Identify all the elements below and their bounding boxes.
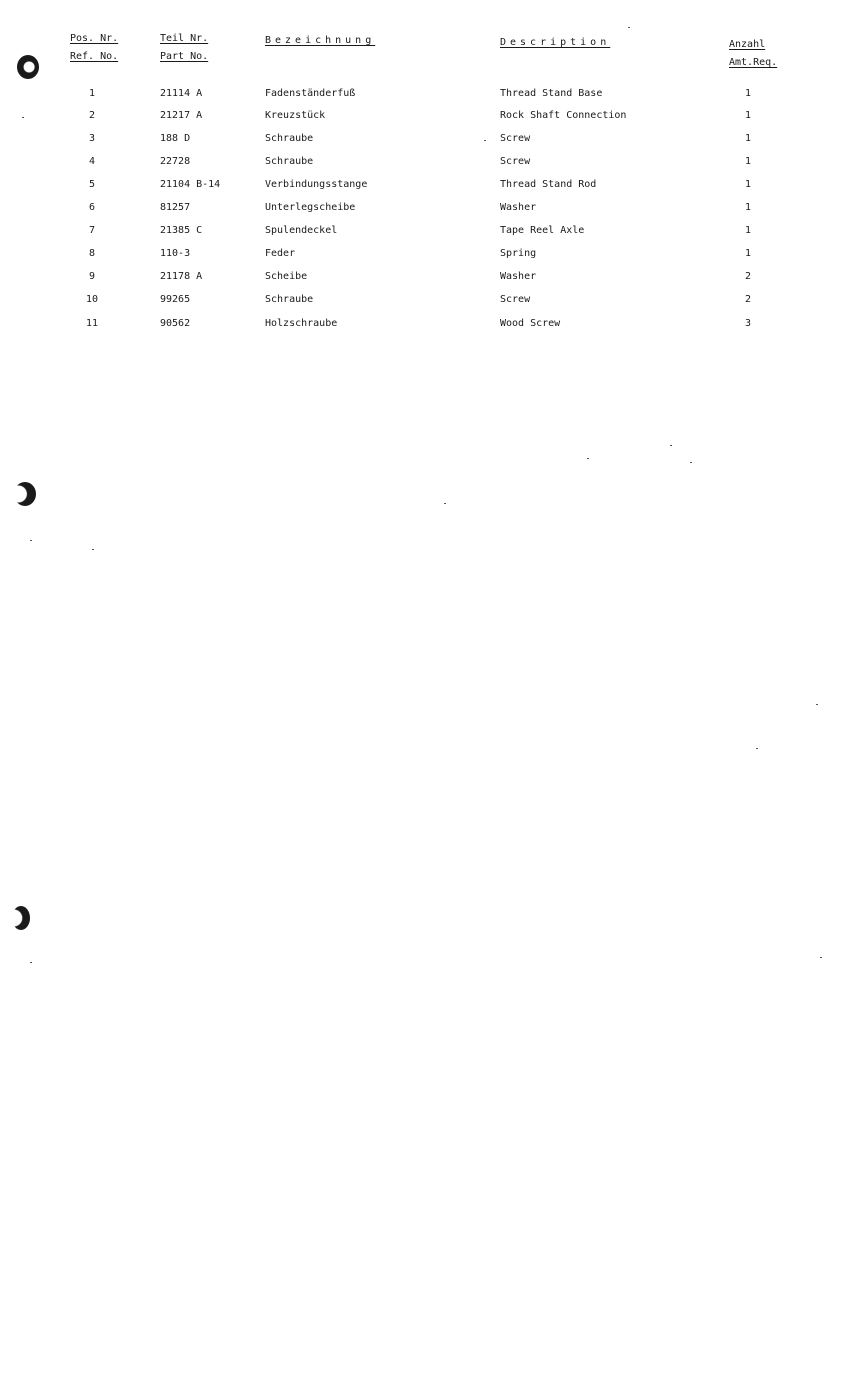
cell-part-no: 21114 A: [160, 88, 203, 99]
header-part-de: Teil Nr.: [160, 33, 209, 44]
cell-bezeichnung: Fadenständerfuß: [265, 88, 356, 99]
speck: [690, 462, 692, 463]
speck: [444, 503, 446, 504]
cell-qty: 1: [744, 225, 752, 236]
cell-bezeichnung: Schraube: [265, 294, 314, 305]
cell-part-no: 21385 C: [160, 225, 203, 236]
cell-description: Screw: [500, 133, 531, 144]
cell-qty: 1: [744, 248, 752, 259]
table-row: [0, 177, 850, 193]
header-description: [500, 34, 610, 52]
table-row: [0, 223, 850, 239]
cell-qty: 3: [744, 318, 752, 329]
speck: [756, 748, 758, 749]
cell-bezeichnung: Scheibe: [265, 271, 308, 282]
cell-bezeichnung: Feder: [265, 248, 296, 259]
speck: [30, 962, 32, 963]
cell-pos: 9: [88, 271, 96, 282]
table-row: [0, 108, 850, 124]
cell-bezeichnung: Unterlegscheibe: [265, 202, 356, 213]
cell-pos: 5: [88, 179, 96, 190]
cell-qty: 1: [744, 110, 752, 121]
speck: [628, 27, 630, 28]
cell-part-no: 21104 B-14: [160, 179, 221, 190]
cell-part-no: 188 D: [160, 133, 191, 144]
cell-part-no: 81257: [160, 202, 191, 213]
cell-qty: 1: [744, 156, 752, 167]
cell-description: Washer: [500, 271, 537, 282]
cell-pos: 6: [88, 202, 96, 213]
cell-qty: 1: [744, 88, 752, 99]
table-row: [0, 131, 850, 147]
table-row: [0, 316, 850, 332]
cell-pos: 10: [85, 294, 99, 305]
header-pos-de: Pos. Nr.: [70, 33, 119, 44]
cell-pos: 4: [88, 156, 96, 167]
cell-part-no: 21178 A: [160, 271, 203, 282]
cell-pos: 1: [88, 88, 96, 99]
speck: [816, 704, 818, 705]
header-part-en: Part No.: [160, 51, 209, 62]
cell-description: Rock Shaft Connection: [500, 110, 627, 121]
cell-description: Screw: [500, 294, 531, 305]
cell-qty: 2: [744, 294, 752, 305]
cell-part-no: 21217 A: [160, 110, 203, 121]
header-qty-en: Amt.Req.: [729, 57, 778, 68]
cell-pos: 2: [88, 110, 96, 121]
header-qty-de: Anzahl: [729, 39, 766, 50]
cell-description: Thread Stand Rod: [500, 179, 597, 190]
cell-bezeichnung: Holzschraube: [265, 318, 338, 329]
table-row: [0, 269, 850, 285]
cell-pos: 8: [88, 248, 96, 259]
cell-bezeichnung: Schraube: [265, 133, 314, 144]
cell-description: Wood Screw: [500, 318, 561, 329]
cell-qty: 2: [744, 271, 752, 282]
header-qty: [729, 36, 777, 72]
table-row: [0, 154, 850, 170]
speck: [92, 549, 94, 550]
cell-qty: 1: [744, 202, 752, 213]
header-bezeichnung-label: Bezeichnung: [265, 35, 376, 46]
cell-bezeichnung: Schraube: [265, 156, 314, 167]
cell-part-no: 110-3: [160, 248, 191, 259]
table-row: [0, 246, 850, 262]
cell-part-no: 22728: [160, 156, 191, 167]
cell-pos: 11: [85, 318, 99, 329]
cell-description: Tape Reel Axle: [500, 225, 585, 236]
header-pos-en: Ref. No.: [70, 51, 119, 62]
cell-description: Thread Stand Base: [500, 88, 603, 99]
table-row: [0, 86, 850, 102]
cell-description: Spring: [500, 248, 537, 259]
cell-pos: 3: [88, 133, 96, 144]
cell-bezeichnung: Verbindungsstange: [265, 179, 368, 190]
cell-description: Washer: [500, 202, 537, 213]
cell-bezeichnung: Spulendeckel: [265, 225, 338, 236]
header-bezeichnung: [265, 32, 375, 50]
cell-qty: 1: [744, 179, 752, 190]
speck: [30, 540, 32, 541]
speck: [820, 957, 822, 958]
speck: [587, 458, 589, 459]
cell-pos: 7: [88, 225, 96, 236]
header-pos: [70, 30, 118, 66]
cell-qty: 1: [744, 133, 752, 144]
cell-description: Screw: [500, 156, 531, 167]
header-part: [160, 30, 208, 66]
punch-hole-bottom: [12, 906, 30, 930]
table-row: [0, 292, 850, 308]
cell-part-no: 99265: [160, 294, 191, 305]
speck: [670, 445, 672, 446]
header-description-label: Description: [500, 37, 611, 48]
punch-hole-middle: [14, 482, 36, 506]
punch-hole-top: [17, 55, 39, 79]
cell-bezeichnung: Kreuzstück: [265, 110, 326, 121]
table-row: [0, 200, 850, 216]
cell-part-no: 90562: [160, 318, 191, 329]
